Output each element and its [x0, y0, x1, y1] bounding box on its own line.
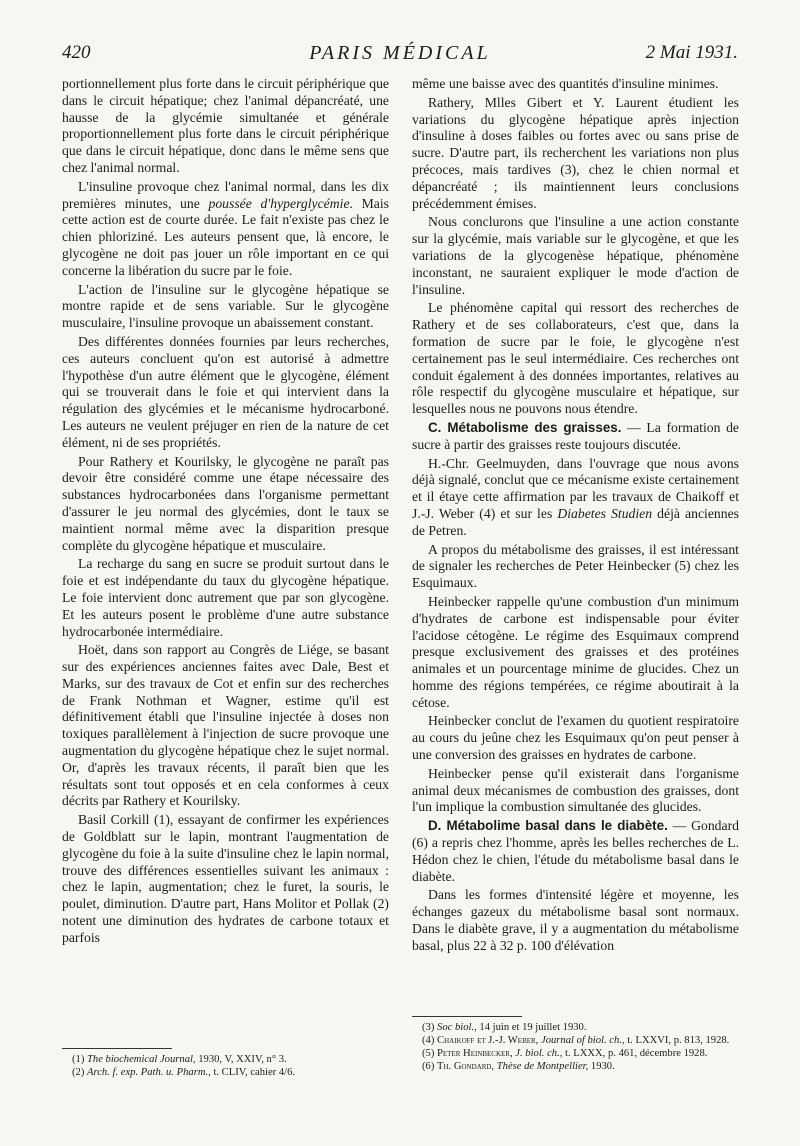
footnote: (3) Soc biol., 14 juin et 19 juillet 1930. — [422, 1022, 587, 1033]
footnote: (6) Th. Gondard, Thèse de Montpellier, 1930. — [422, 1061, 615, 1072]
footnote: (5) Peter Heinbecker, J. biol. ch., t. LXXX, p. 461, décembre 1928. — [422, 1048, 708, 1059]
left-column — [62, 76, 389, 949]
right-column — [412, 76, 739, 957]
paragraph: C. Métabolisme des graisses. — La formation de sucre à partir des graisses reste toujours discutée. — [412, 419, 739, 452]
paragraph: Des différentes données fournies par leurs recherches, ces auteurs concluent qu'on est autorisé à admettre l'hypothèse d'un autre élément que le glycogène, élément qui se trouverait dans le foie et qui intervient dans la régulation des glycémies et le mécanisme hydrocarboné. Les auteurs ne veulent préjuger en rien de la nature de cet élément, ni de ses propriétés. — [62, 333, 389, 450]
paragraph: Rathery, Mlles Gibert et Y. Laurent étudient les variations du glycogène hépatique après injection d'insuline à doses faibles ou fortes avec ou sans prise de sucre. D'autre part, ils recherchent les variations non plus précoces, mais tardives (3), chez le chien normal et dépancréaté ; ils maintiennent leurs conclusions précédemment émises. — [412, 94, 739, 211]
paragraph: même une baisse avec des quantités d'insuline minimes. — [412, 76, 719, 91]
footnote: (1) The biochemical Journal, 1930, V, XXIV, n° 3. — [72, 1054, 287, 1065]
running-header — [62, 42, 738, 70]
paragraph: L'insuline provoque chez l'animal normal, dans les dix premières minutes, une poussée d'hyperglycémie. Mais cette action est de courte durée. Le fait n'existe pas chez le chien phloriziné. Les auteurs pensent que, là encore, le glycogène ne doit pas jouer un rôle important en ce qui concerne la libération du sucre par le foie. — [62, 178, 389, 278]
footnotes-left — [62, 1048, 389, 1079]
page-number: 420 — [62, 42, 91, 63]
paragraph: L'action de l'insuline sur le glycogène hépatique se montre rapide et de sens variable. Sur le glycogène musculaire, l'insuline provoque un abaissement constant. — [62, 281, 389, 331]
paragraph: Nous conclurons que l'insuline a une action constante sur la glycémie, mais variable sur le glycogène, et que les variations de la glycogenèse hépatique, phénomène inconstant, ne sauraient expliquer le mode d'action de l'insuline. — [412, 214, 739, 297]
paragraph: Le phénomène capital qui ressort des recherches de Rathery et de ses collaborateurs, c'est que, dans la formation de sucre par le foie, le glycogène n'est certainement pas le seul intermédiaire. Ces recherches ont conduit également à des données importantes, relatives au rôle respectif du glycogène musculaire et hépatique, sur lesquelles nous ne pouvons nous étendre. — [412, 300, 739, 417]
section-heading: C. Métabolisme des graisses. — [428, 419, 622, 435]
paragraph: D. Métabolime basal dans le diabète. — Gondard (6) a repris chez l'homme, après les belles recherches de L. Hédon chez le chien, l'étude du métabolisme basal dans le diabète. — [412, 818, 739, 884]
issue-date: 2 Mai 1931. — [645, 42, 738, 63]
paragraph: Heinbecker rappelle qu'une combustion d'un minimum d'hydrates de carbone est indispensable pour éviter l'acidose cétogène. Le régime des Esquimaux comprend presque exclusivement des graisses et des protéines animales et un pourcentage minime de glucides. Chez un homme des régions tempérées, ce régime aboutirait à la cétose. — [412, 593, 739, 710]
footnote: (2) Arch. f. exp. Path. u. Pharm., t. CLIV, cahier 4/6. — [72, 1067, 296, 1078]
paragraph: H.-Chr. Geelmuyden, dans l'ouvrage que nous avons déjà signalé, conclut que ce mécanisme existe certainement et il étaye cette affirmation par les travaux de Chaikoff et J.-J. Weber (4) et sur les Diabetes Studien déjà anciennes de Petren. — [412, 455, 739, 538]
section-heading: D. Métabolime basal dans le diabète. — [428, 818, 668, 834]
paragraph: Dans les formes d'intensité légère et moyenne, les échanges gazeux du métabolisme basal sont normaux. Dans le diabète grave, il y a augmentation du métabolisme basal, plus 22 à 32 p. 100 d'élévation — [412, 887, 739, 953]
journal-title: PARIS MÉDICAL — [309, 42, 491, 64]
paragraph: Heinbecker pense qu'il existerait dans l'organisme animal deux mécanismes de combustion des graisses, dont l'un implique la combustion simultanée des glucides. — [412, 765, 739, 815]
paragraph: A propos du métabolisme des graisses, il est intéressant de signaler les recherches de Peter Heinbecker (5) chez les Esquimaux. — [412, 541, 739, 591]
footnote: (4) Chaikoff et J.-J. Weber, Journal of biol. ch., t. LXXVI, p. 813, 1928. — [422, 1035, 730, 1046]
footnotes-right — [412, 1016, 739, 1073]
paragraph: Heinbecker conclut de l'examen du quotient respiratoire au cours du jeûne chez les Esquimaux qu'on peut penser à une conversion des graisses en hydrates de carbone. — [412, 713, 739, 763]
paragraph: portionnellement plus forte dans le circuit périphérique que dans le circuit hépatique; chez l'animal dépancréaté, une hausse de la glycémie simultanée et générale proportionnellement plus forte dans le circuit périphérique que dans le circuit hépatique, donc dans le même sens que chez l'animal normal. — [62, 76, 389, 175]
footnote-rule — [62, 1048, 172, 1049]
footnote-rule — [412, 1016, 522, 1017]
paragraph: Basil Corkill (1), essayant de confirmer les expériences de Goldblatt sur le lapin, montrant l'augmentation de glycogène du foie à la suite d'insuline chez le lapin normal, trouve des différences essentielles suivant les animaux : chez le lapin, augmentation; chez le furet, la souris, le poulet, diminution. D'autre part, Hans Molitor et Pollak (2) notent une diminution des hydrates de carbone totaux et parfois — [62, 812, 389, 945]
paragraph: La recharge du sang en sucre se produit surtout dans le foie et est indépendante du taux du glycogène hépatique. Le foie intervient donc autrement que par son glycogène. Et les auteurs posent le problème d'une autre substance hydrocarbonée intermédiaire. — [62, 556, 389, 639]
paragraph: Pour Rathery et Kourilsky, le glycogène ne paraît pas devoir être considéré comme une étape nécessaire des substances hydrocarbonées dans l'organisme permettant d'assurer le jeu normal des glycémies, dont le taux se maintient normal même avec la disparition presque complète du glycogène hépatique et musculaire. — [62, 453, 389, 553]
paragraph: Hoët, dans son rapport au Congrès de Liége, se basant sur des expériences anciennes faites avec Dale, Best et Marks, sur des travaux de Cot et enfin sur des recherches de Frank Nothman et Wagner, estime qu'il est définitivement établi que l'insuline injectée à doses non toxiques parallèlement à l'injection de sucre provoque une augmentation du glycogène hépatique chez le sujet normal. Or, d'après les travaux récents, il paraît bien que les résultats sont tout opposés et en cela conformes à ceux décrits par Rathery et Kourilsky. — [62, 642, 389, 809]
